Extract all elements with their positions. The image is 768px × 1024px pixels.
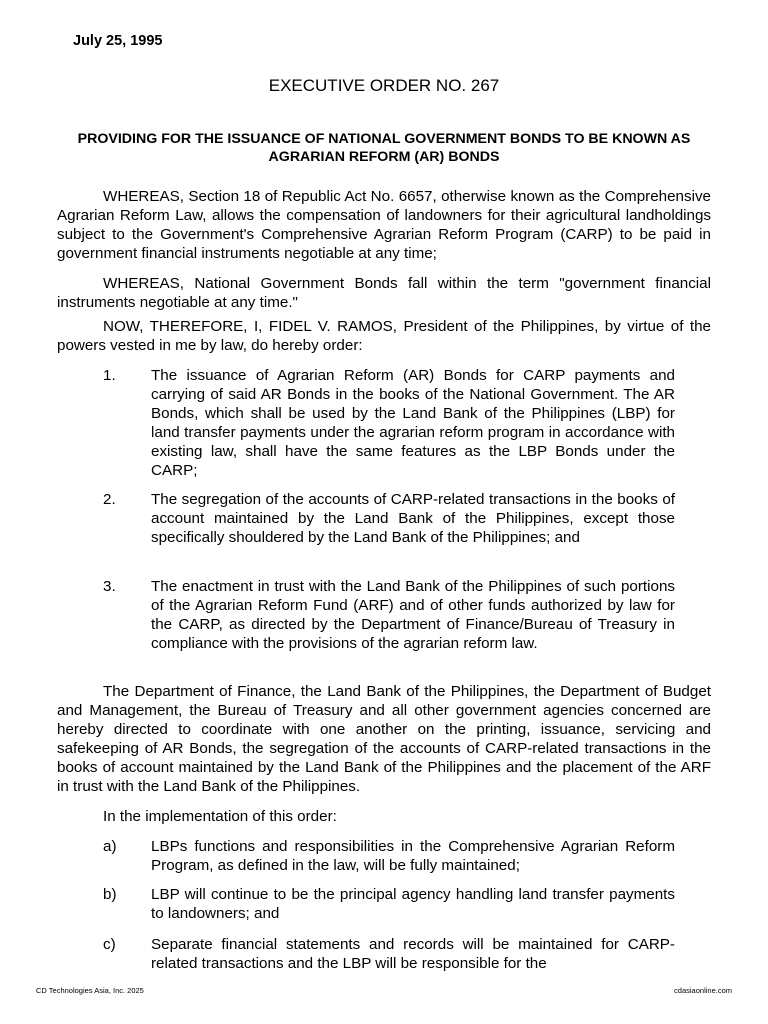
item-text: The segregation of the accounts of CARP-related transactions in the books of account maintained by the Land Bank of the Philippines, except those specifically shouldered by the Land Bank of the Philippines; and: [151, 491, 675, 546]
item-marker: a): [103, 838, 117, 855]
numbered-item-3: [103, 577, 675, 653]
implementation-intro: In the implementation of this order:: [103, 808, 337, 825]
lettered-item-c: [103, 935, 675, 973]
directive-paragraph: The Department of Finance, the Land Bank of the Philippines, the Department of Budget and Management, the Bureau of Treasury and all other government agencies concerned are hereby directed to coordinate with one another on the printing, issuance, servicing and safekeeping of AR Bonds, the segregation of the accounts of CARP-related transactions in the books of account maintained by the Land Bank of the Philippines and the placement of the ARF in trust with the Land Bank of the Philippines.: [57, 683, 711, 795]
whereas-paragraph-2: WHEREAS, National Government Bonds fall within the term "government financial instruments negotiable at any time.": [57, 275, 711, 311]
item-marker: 1.: [103, 367, 116, 384]
executive-order-title: EXECUTIVE ORDER NO. 267: [268, 76, 500, 95]
item-text: LBP will continue to be the principal agency handling land transfer payments to landowners; and: [151, 886, 675, 922]
item-marker: b): [103, 886, 117, 903]
now-therefore-paragraph: NOW, THEREFORE, I, FIDEL V. RAMOS, President of the Philippines, by virtue of the powers vested in me by law, do hereby order:: [57, 318, 711, 354]
lettered-item-b: [103, 885, 675, 923]
whereas-paragraph-1: WHEREAS, Section 18 of Republic Act No. 6657, otherwise known as the Comprehensive Agrarian Reform Law, allows the compensation of landowners for their agricultural landholdings subject to the Government's Comprehensive Agrarian Reform Program (CARP) to be paid in government financial instruments negotiable at any time;: [57, 188, 711, 262]
item-text: The enactment in trust with the Land Bank of the Philippines of such portions of the Agrarian Reform Fund (ARF) and of other funds authorized by law for the CARP, as directed by the Department of Finance/Bureau of Treasury in compliance with the provisions of the agrarian reform law.: [151, 578, 675, 652]
footer-copyright: CD Technologies Asia, Inc. 2025: [36, 986, 144, 995]
item-marker: c): [103, 936, 116, 953]
item-text: The issuance of Agrarian Reform (AR) Bonds for CARP payments and carrying of said AR Bonds in the books of the National Government. The AR Bonds, which shall be used by the Land Bank of the Philippines (LBP) for land transfer payments under the agrarian reform program in accordance with existing law, shall have the same features as the LBP Bonds under the CARP;: [151, 367, 675, 479]
item-text: LBPs functions and responsibilities in the Comprehensive Agrarian Reform Program, as defined in the law, will be fully maintained;: [151, 838, 675, 874]
numbered-item-2: [103, 490, 675, 547]
lettered-item-a: [103, 837, 675, 875]
order-subtitle: PROVIDING FOR THE ISSUANCE OF NATIONAL GOVERNMENT BONDS TO BE KNOWN AS AGRARIAN REFORM (AR) BONDS: [77, 131, 691, 165]
numbered-item-1: [103, 366, 675, 480]
document-date: July 25, 1995: [73, 33, 163, 49]
item-text: Separate financial statements and records will be maintained for CARP-related transactions and the LBP will be responsible for the: [151, 936, 675, 972]
item-marker: 3.: [103, 578, 116, 595]
footer-site: cdasiaonline.com: [674, 986, 732, 995]
item-marker: 2.: [103, 491, 116, 508]
